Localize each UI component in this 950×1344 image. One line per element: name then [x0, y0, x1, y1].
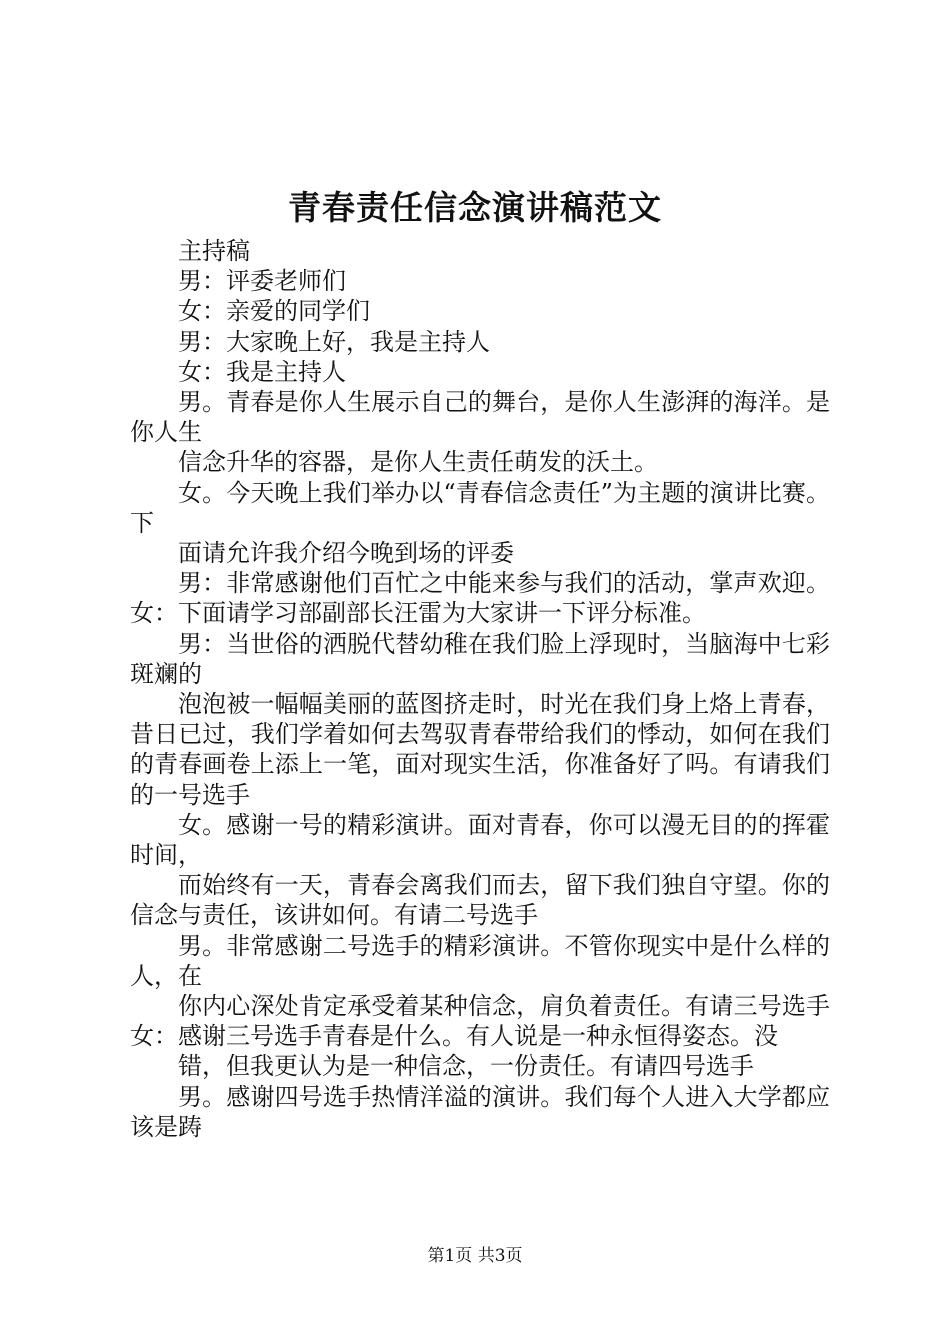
paragraph: 男。非常感谢二号选手的精彩演讲。不管你现实中是什么样的人，在 [130, 931, 830, 990]
paragraph: 信念升华的容器，是你人生责任萌发的沃土。 [178, 448, 658, 477]
paragraph: 女。感谢一号的精彩演讲。面对青春，你可以漫无目的的挥霍时间， [130, 810, 830, 870]
paragraph: 错，但我更认为是一种信念，一份责任。有请四号选手 [178, 1052, 754, 1081]
paragraph: 主持稿 [178, 237, 250, 265]
document-body [130, 236, 830, 1142]
paragraph: 男：当世俗的洒脱代替幼稚在我们脸上浮现时，当脑海中七彩斑斓的 [130, 629, 830, 688]
paragraph: 你内心深处肯定承受着某种信念，肩负着责任。有请三号选手女：感谢三号选手青春是什么。有人说是一种永恒得姿态。没 [130, 992, 830, 1051]
paragraph: 男。感谢四号选手热情洋溢的演讲。我们每个人进入大学都应该是踌 [130, 1082, 830, 1141]
page-number-footer: 第1页 共3页 [427, 1246, 523, 1266]
paragraph: 女。今天晚上我们举办以“青春信念责任”为主题的演讲比赛。下 [130, 478, 830, 537]
paragraph: 泡泡被一幅幅美丽的蓝图挤走时，时光在我们身上烙上青春，昔日已过，我们学着如何去驾驭青春带给我们的悸动，如何在我们的青春画卷上添上一笔，面对现实生活，你准备好了吗。有请我们的一号选手 [130, 690, 830, 809]
document-title: 青春责任信念演讲稿范文 [288, 188, 662, 227]
paragraph: 男：评委老师们 [178, 267, 346, 296]
paragraph: 男。青春是你人生展示自己的舞台，是你人生澎湃的海洋。是你人生 [130, 388, 830, 447]
paragraph: 男：非常感谢他们百忙之中能来参与我们的活动，掌声欢迎。女：下面请学习部副部长汪雷为大家讲一下评分标准。 [130, 569, 830, 628]
paragraph: 面请允许我介绍今晚到场的评委 [178, 539, 514, 568]
paragraph: 男：大家晚上好，我是主持人 [178, 327, 490, 356]
paragraph: 而始终有一天，青春会离我们而去，留下我们独自守望。你的信念与责任，该讲如何。有请二号选手 [130, 871, 830, 930]
paragraph: 女：我是主持人 [178, 357, 346, 386]
paragraph: 女：亲爱的同学们 [178, 297, 370, 326]
